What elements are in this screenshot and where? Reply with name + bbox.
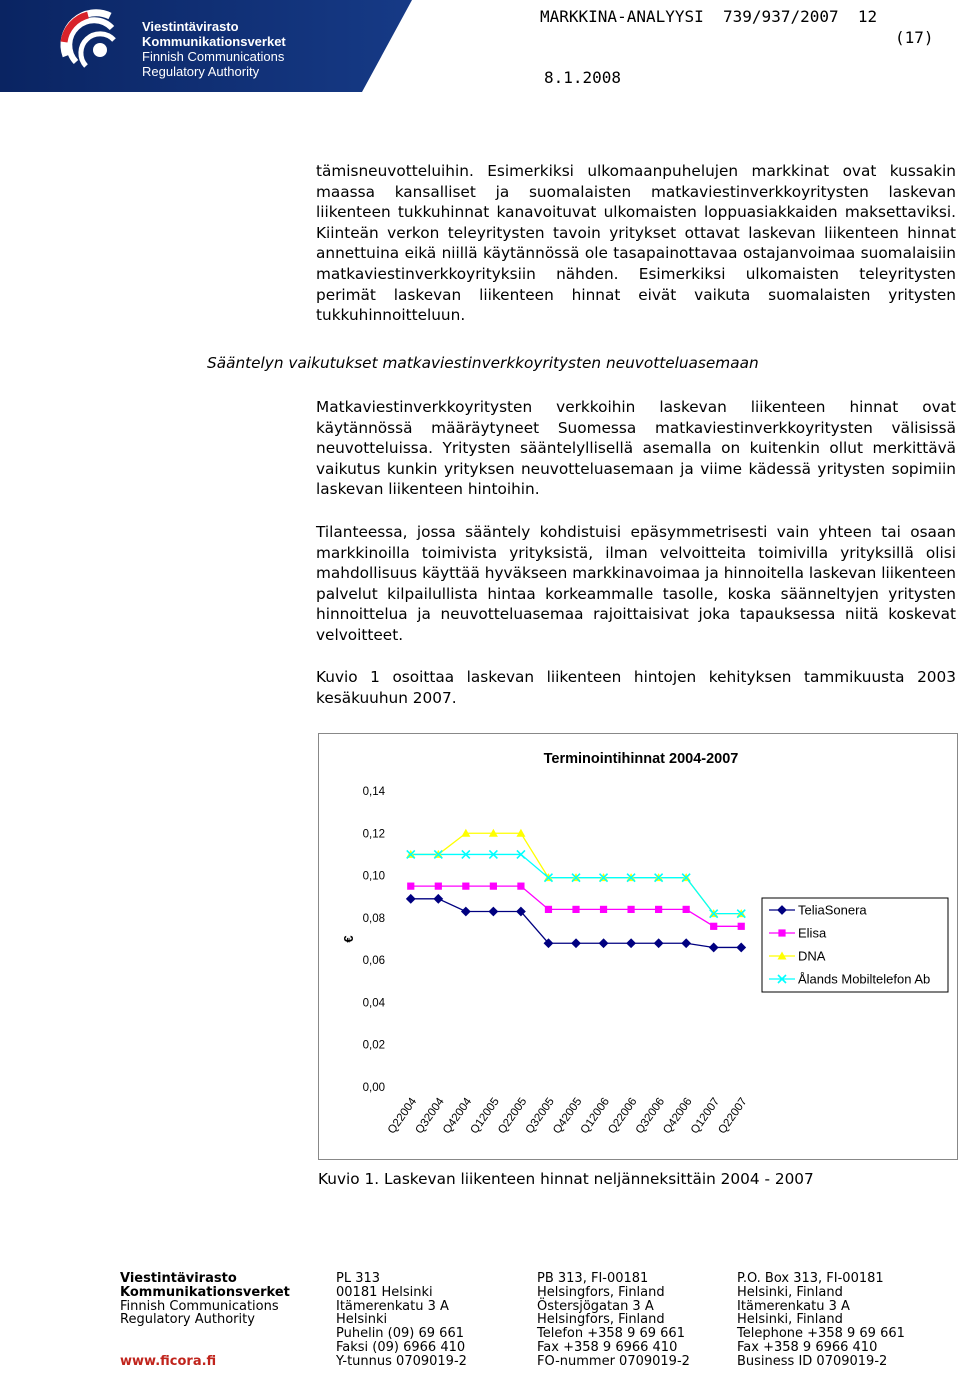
footer-c3-line: Fax +358 9 6966 410 [537,1339,678,1355]
legend-label: DNA [798,948,826,964]
footer-c4-line: P.O. Box 313, FI-00181 [737,1271,884,1286]
x-tick-label: Q32005 [523,1095,557,1137]
data-point-diamond [434,895,442,903]
x-tick-label: Q42006 [661,1095,695,1137]
footer-c4-line: Fax +358 9 6966 410 [737,1339,878,1355]
footer-column-2 [336,1272,467,1369]
legend-label: TeliaSonera [798,902,867,918]
data-point-square [517,883,524,890]
data-point-square [778,929,785,936]
data-point-square [572,906,579,913]
data-point-diamond [407,895,415,903]
footer-c2-line: Faksi (09) 6966 410 [336,1339,466,1355]
x-tick-label: Q22007 [716,1095,750,1137]
footer-c3-line: PB 313, FI-00181 [537,1271,649,1286]
series-line--lands-mobiltelefon-ab [411,854,741,913]
x-tick-label: Q22004 [385,1095,420,1137]
chart-title: Terminointihinnat 2004-2007 [543,751,739,767]
data-point-square [655,906,662,913]
footer-c3-line: Helsingfors, Finland [537,1284,665,1300]
footer-c2-line: Y-tunnus 0709019-2 [336,1353,467,1369]
paragraph-3: Tilanteessa, jossa sääntely kohdistuisi epäsymmetrisesti vain yhteen tai osaan markkinoilla toimivista yrityksistä, ilman velvoitteita toimivilla yrityksillä olisi mahdollisuus käyttää hyväkseen markkinavoimaa ja hinnoitella laskevan liikenteen palvelut kilpailullista hintaa korkeammalle tasolle, koska säänneltyjen yritysten hinnoittelua ja neuvotteluasemaa rajoittaisivat joka tapauksessa niitä koskevat velvoitteet. [316,523,956,644]
data-point-diamond [737,943,745,951]
logo-org-names [142,19,286,79]
document-reference: MARKKINA-ANALYYSI 739/937/2007 12 [540,7,878,26]
y-tick-label: 0,10 [362,870,385,883]
footer-column-3 [537,1272,690,1369]
footer-c4-line: Helsinki, Finland [737,1284,843,1300]
y-axis-label: € [341,935,356,943]
data-point-square [407,883,414,890]
data-point-square [435,883,442,890]
y-tick-label: 0,14 [362,786,385,798]
footer-c3-line: Helsingfors, Finland [537,1312,665,1328]
paragraph-1: tämisneuvotteluihin. Esimerkiksi ulkomaanpuhelujen markkinat ovat kussakin maassa kansalliset ja suomalaisten matkaviestinverkkoyritysten laskevan liikenteen tukkuhinnat kanavoituvat ulkomaisten loppuasiakkaiden maksettaviksi. Kiinteän verkon teleyritysten tavoin yritykset ottavat laskevan liikenteen hinnat annettuina eikä niillä käytännössä ole tasapainottavaa ostajanvoimaa suomalaisiin matkaviestinverkkoyrityksiin nähden. Esimerkiksi ulkomaisten teleyritysten perimät laskevan liikenteen hinnat eivät vaikuta suomalaisten yritysten tukkuhinnoitteluun. [316,162,956,325]
line-chart [319,734,959,1161]
chart-frame [318,733,958,1160]
footer-c3-line: Telefon +358 9 69 661 [537,1326,685,1342]
data-point-diamond [489,907,497,915]
data-point-diamond [599,939,607,947]
y-tick-label: 0,02 [362,1039,385,1052]
data-point-square [710,923,717,930]
paragraph-4: Kuvio 1 osoittaa laskevan liikenteen hintojen kehityksen tammikuusta 2003 kesäkuuhun 2007. [316,668,956,707]
data-point-square [545,906,552,913]
y-tick-label: 0,06 [362,955,385,968]
footer-c2-line: PL 313 [336,1271,381,1286]
footer-c2-line: 00181 Helsinki [336,1284,433,1300]
y-tick-label: 0,08 [362,912,385,925]
footer-org-en1: Finnish Communications [120,1298,279,1314]
data-point-diamond [627,939,635,947]
y-tick-label: 0,00 [362,1082,385,1094]
figure-caption: Kuvio 1. Laskevan liikenteen hinnat neljänneksittäin 2004 - 2007 [318,1170,814,1188]
x-tick-label: Q22005 [496,1095,530,1137]
data-point-square [600,906,607,913]
logo-org-fi: Viestintävirasto [142,19,239,34]
logo-org-sv: Kommunikationsverket [142,34,286,49]
footer-column-4 [737,1272,905,1369]
footer-c3-line: Östersjögatan 3 A [537,1298,654,1314]
y-tick-label: 0,12 [362,828,385,841]
footer-c2-line: Itämerenkatu 3 A [336,1298,449,1314]
data-point-diamond [654,939,662,947]
document-date: 8.1.2008 [544,68,622,87]
x-tick-label: Q42005 [551,1095,585,1137]
y-tick-label: 0,04 [362,997,385,1010]
header-logo-band [0,0,412,92]
legend-label: Ålands Mobiltelefon Ab [798,971,931,987]
data-point-square [490,883,497,890]
legend-label: Elisa [798,925,827,941]
footer-org-en2: Regulatory Authority [120,1312,255,1328]
x-tick-label: Q12005 [468,1095,502,1137]
data-point-diamond [682,939,690,947]
footer-c2-line: Helsinki [336,1312,388,1328]
data-point-diamond [572,939,580,947]
footer-website-link[interactable]: www.ficora.fi [120,1353,217,1369]
data-point-square [738,923,745,930]
footer-c3-line: FO-nummer 0709019-2 [537,1353,690,1369]
x-tick-label: Q42004 [440,1095,475,1137]
footer-c4-line: Itämerenkatu 3 A [737,1298,850,1314]
data-point-square [683,906,690,913]
paragraph-2: Matkaviestinverkkoyritysten verkkoihin laskevan liikenteen hinnat ovat käytännössä määräytyneet Suomessa matkaviestinverkkoyritysten välisissä neuvotteluissa. Yritysten sääntelyllisellä asemalla on kuitenkin ollut merkittävä vaikutus kunkin yrityksen neuvotteluasemaan ja viime kädessä yritysten sopimiin laskevan liikenteen hintoihin. [316,398,956,499]
data-point-diamond [462,907,470,915]
x-tick-label: Q12007 [688,1095,723,1137]
x-tick-label: Q32006 [633,1095,668,1137]
logo-org-en1: Finnish Communications [142,49,285,64]
footer-column-1 [120,1272,290,1369]
page-count: (17) [895,28,934,47]
footer-org-sv: Kommunikationsverket [120,1284,290,1300]
x-tick-label: Q22006 [606,1095,640,1137]
footer-c4-line: Helsinki, Finland [737,1312,843,1328]
footer-c4-line: Business ID 0709019-2 [737,1353,888,1369]
logo-org-en2: Regulatory Authority [142,64,260,79]
x-tick-label: Q32004 [413,1095,447,1137]
data-point-square [462,883,469,890]
footer-org-fi: Viestintävirasto [120,1271,237,1286]
data-point-square [627,906,634,913]
x-tick-label: Q12006 [578,1095,612,1137]
footer-c4-line: Telephone +358 9 69 661 [737,1326,905,1342]
section-heading: Sääntelyn vaikutukset matkaviestinverkkoyritysten neuvotteluasemaan [207,354,759,372]
footer-c2-line: Puhelin (09) 69 661 [336,1326,464,1342]
data-point-diamond [709,943,717,951]
